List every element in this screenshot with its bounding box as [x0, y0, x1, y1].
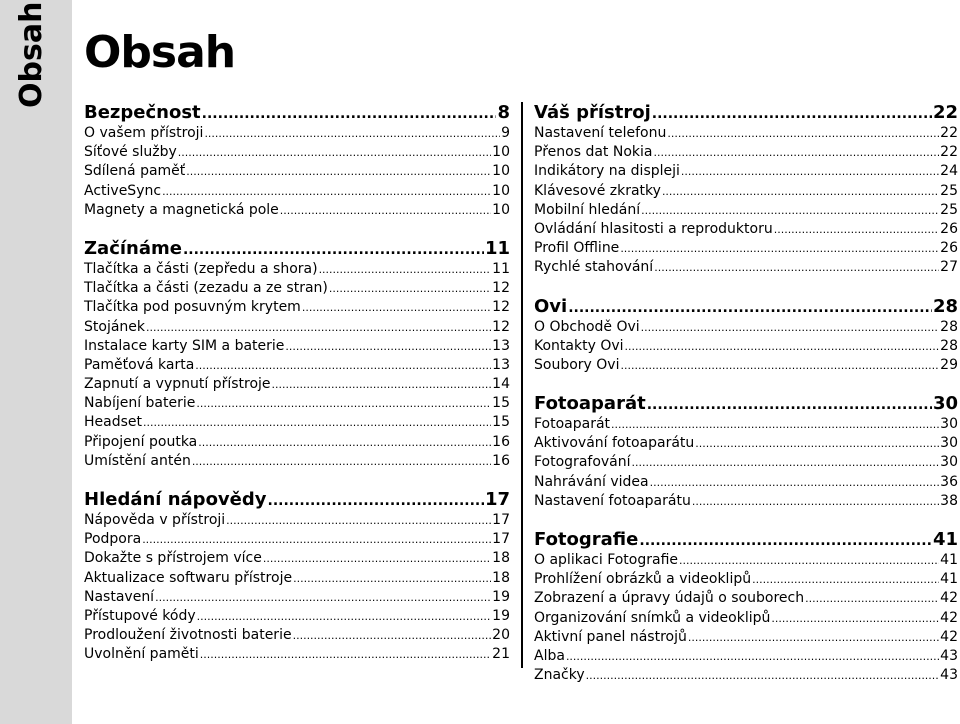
dot-leader	[632, 453, 940, 472]
toc-entry[interactable]	[84, 279, 510, 298]
toc-entry[interactable]	[534, 182, 958, 201]
toc-section	[84, 238, 510, 471]
dot-leader	[198, 433, 491, 452]
section-text: Fotoaparát	[534, 393, 646, 415]
page-title: Obsah	[84, 27, 236, 78]
entry-text: ActiveSync	[84, 182, 162, 199]
entry-page-number: 41	[940, 552, 958, 568]
entry-text: Síťové služby	[84, 144, 177, 161]
toc-entry[interactable]	[84, 201, 510, 220]
entry-page-number: 14	[492, 376, 510, 393]
dot-leader	[752, 570, 939, 589]
entry-page-number: 30	[940, 435, 958, 452]
entry-page-number: 12	[492, 299, 510, 316]
entry-page-number: 20	[492, 627, 510, 644]
entry-text: Prohlížení obrázků a videoklipů	[534, 571, 752, 588]
dot-leader	[774, 220, 939, 239]
dot-leader	[568, 297, 932, 319]
entry-text: Přenos dat Nokia	[534, 144, 653, 161]
toc-entry[interactable]	[84, 182, 510, 201]
toc-entry[interactable]	[84, 588, 510, 607]
toc-entry[interactable]	[84, 413, 510, 432]
entry-page-number: 43	[940, 667, 958, 684]
toc-entry[interactable]	[84, 433, 510, 452]
section-text: Fotografie	[534, 529, 639, 550]
entry-text: O vašem přístroji	[84, 125, 204, 141]
entry-text: Kontakty Ovi	[534, 337, 624, 354]
dot-leader	[204, 124, 500, 143]
toc-section	[534, 393, 958, 511]
entry-text: Nabíjení baterie	[84, 395, 196, 412]
entry-text: Připojení poutka	[84, 433, 198, 450]
toc-section-heading[interactable]	[534, 529, 958, 551]
toc-entry[interactable]	[534, 473, 958, 492]
dot-leader	[647, 394, 932, 416]
dot-leader	[197, 607, 492, 626]
section-text: Začínáme	[84, 237, 182, 259]
dot-leader	[695, 434, 939, 453]
entry-page-number: 26	[940, 240, 958, 257]
dot-leader	[566, 647, 939, 666]
entry-text: Aktualizace softwaru přístroje	[84, 569, 293, 586]
entry-page-number: 41	[940, 571, 958, 588]
entry-page-number: 28	[940, 318, 958, 335]
toc-entry[interactable]	[84, 124, 510, 143]
entry-text: O aplikaci Fotografie	[534, 552, 679, 568]
entry-page-number: 26	[940, 220, 958, 237]
entry-page-number: 17	[492, 512, 510, 528]
dot-leader	[652, 103, 932, 125]
toc-entry[interactable]	[84, 452, 510, 471]
toc-entry[interactable]	[84, 162, 510, 181]
dot-leader	[195, 356, 491, 375]
dot-leader	[688, 628, 939, 647]
entry-text: Značky	[534, 667, 585, 684]
entry-text: Přístupové kódy	[84, 607, 196, 624]
entry-page-number: 42	[940, 590, 958, 607]
entry-text: Tlačítka a části (zezadu a ze stran)	[84, 280, 328, 297]
toc-entry[interactable]	[84, 394, 510, 413]
entry-text: Podpora	[84, 531, 142, 548]
dot-leader	[183, 239, 484, 261]
side-tab-label: Obsah	[14, 1, 49, 108]
toc-entry[interactable]	[84, 607, 510, 626]
toc-entry[interactable]	[534, 201, 958, 220]
entry-page-number: 15	[492, 395, 510, 412]
toc-section	[534, 296, 958, 376]
dot-leader	[162, 182, 491, 201]
dot-leader	[285, 337, 491, 356]
entry-page-number: 18	[492, 550, 510, 567]
toc-entry[interactable]	[534, 415, 958, 434]
toc-section-heading[interactable]	[84, 102, 510, 124]
dot-leader	[186, 162, 491, 181]
toc-entry[interactable]	[534, 162, 958, 181]
toc-entry[interactable]	[84, 298, 510, 317]
entry-text: Dokažte s přístrojem více	[84, 550, 262, 567]
entry-page-number: 25	[940, 201, 958, 218]
entry-page-number: 27	[940, 259, 958, 276]
entry-page-number: 13	[492, 356, 510, 373]
dot-leader	[586, 666, 940, 685]
dot-leader	[143, 413, 491, 432]
toc-section-heading[interactable]	[84, 489, 510, 511]
side-tab	[0, 0, 72, 724]
toc-entry[interactable]	[84, 260, 510, 279]
entry-page-number: 11	[492, 260, 510, 277]
toc-entry[interactable]	[534, 356, 958, 375]
toc-section-heading[interactable]	[534, 102, 958, 124]
toc-entry[interactable]	[84, 530, 510, 549]
toc-entry[interactable]	[84, 356, 510, 375]
section-text: Hledání nápovědy	[84, 489, 267, 510]
entry-text: Tlačítka pod posuvným krytem	[84, 299, 301, 316]
entry-text: Indikátory na displeji	[534, 163, 680, 180]
entry-text: Nápověda v přístroji	[84, 512, 226, 528]
entry-text: Prodloužení životnosti baterie	[84, 627, 292, 644]
entry-page-number: 22	[940, 125, 958, 141]
section-page-number: 8	[497, 102, 510, 123]
dot-leader	[200, 645, 491, 664]
toc-entry[interactable]	[84, 549, 510, 568]
dot-leader	[639, 530, 932, 552]
entry-text: Stojánek	[84, 318, 146, 335]
dot-leader	[654, 258, 939, 277]
entry-text: Aktivní panel nástrojů	[534, 628, 687, 645]
dot-leader	[692, 492, 939, 511]
toc-entry[interactable]	[534, 337, 958, 356]
toc-entry[interactable]	[534, 551, 958, 570]
entry-page-number: 22	[940, 144, 958, 161]
toc-entry[interactable]	[534, 434, 958, 453]
dot-leader	[142, 530, 491, 549]
toc-entry[interactable]	[534, 318, 958, 337]
entry-page-number: 21	[492, 646, 510, 663]
section-page-number: 11	[484, 237, 510, 259]
entry-text: Uvolnění paměti	[84, 646, 199, 663]
section-page-number: 41	[932, 529, 958, 550]
entry-page-number: 16	[492, 452, 510, 469]
entry-page-number: 36	[940, 473, 958, 490]
section-text: Váš přístroj	[534, 102, 651, 123]
dot-leader	[650, 473, 940, 492]
entry-page-number: 28	[940, 337, 958, 354]
toc-section	[534, 529, 958, 685]
toc-section-heading[interactable]	[84, 238, 510, 260]
section-page-number: 22	[932, 102, 958, 123]
dot-leader	[226, 511, 491, 530]
toc-entry[interactable]	[84, 511, 510, 530]
entry-page-number: 13	[492, 337, 510, 354]
toc-entry[interactable]	[534, 570, 958, 589]
entry-page-number: 12	[492, 318, 510, 335]
entry-text: Nastavení	[84, 588, 155, 605]
section-text: Ovi	[534, 295, 568, 317]
entry-page-number: 38	[940, 492, 958, 509]
entry-text: Headset	[84, 414, 143, 431]
entry-text: Mobilní hledání	[534, 201, 641, 218]
entry-page-number: 42	[940, 609, 958, 626]
dot-leader	[679, 551, 939, 570]
entry-page-number: 12	[492, 280, 510, 297]
dot-leader	[155, 588, 491, 607]
dot-leader	[293, 569, 491, 588]
entry-text: Fotoaparát	[534, 416, 611, 433]
entry-page-number: 18	[492, 569, 510, 586]
dot-leader	[620, 356, 939, 375]
entry-text: Nahrávání videa	[534, 473, 649, 490]
dot-leader	[662, 182, 939, 201]
toc-entry[interactable]	[534, 666, 958, 685]
entry-page-number: 43	[940, 647, 958, 664]
entry-text: O Obchodě Ovi	[534, 318, 640, 335]
toc-entry[interactable]	[534, 143, 958, 162]
toc-entry[interactable]	[534, 609, 958, 628]
dot-leader	[805, 589, 939, 608]
entry-text: Zapnutí a vypnutí přístroje	[84, 376, 271, 393]
toc-entry[interactable]	[534, 220, 958, 239]
entry-text: Klávesové zkratky	[534, 182, 661, 199]
toc-entry[interactable]	[84, 337, 510, 356]
entry-page-number: 16	[492, 433, 510, 450]
entry-text: Nastavení fotoaparátu	[534, 492, 691, 509]
toc-entry[interactable]	[534, 589, 958, 608]
entry-text: Fotografování	[534, 454, 631, 471]
toc-section	[534, 102, 958, 278]
dot-leader	[653, 143, 939, 162]
dot-leader	[196, 394, 491, 413]
toc-column-right	[534, 102, 958, 703]
entry-page-number: 30	[940, 416, 958, 433]
entry-page-number: 19	[492, 607, 510, 624]
entry-page-number: 19	[492, 588, 510, 605]
section-page-number: 30	[932, 393, 958, 415]
entry-text: Aktivování fotoaparátu	[534, 435, 695, 452]
entry-page-number: 42	[940, 628, 958, 645]
dot-leader	[771, 609, 939, 628]
toc-entry[interactable]	[534, 124, 958, 143]
toc-entry[interactable]	[84, 318, 510, 337]
entry-text: Paměťová karta	[84, 356, 195, 373]
toc-entry[interactable]	[84, 375, 510, 394]
entry-page-number: 9	[501, 125, 510, 141]
dot-leader	[302, 298, 491, 317]
toc-column-left	[84, 102, 510, 683]
entry-text: Rychlé stahování	[534, 259, 654, 276]
entry-page-number: 10	[492, 201, 510, 218]
entry-text: Alba	[534, 647, 565, 664]
dot-leader	[641, 318, 940, 337]
column-divider	[521, 102, 523, 668]
entry-text: Ovládání hlasitosti a reproduktoru	[534, 220, 773, 237]
entry-page-number: 10	[492, 163, 510, 180]
toc-section	[84, 489, 510, 665]
dot-leader	[319, 260, 492, 279]
toc-entry[interactable]	[534, 258, 958, 277]
entry-page-number: 24	[940, 163, 958, 180]
toc-entry[interactable]	[534, 647, 958, 666]
dot-leader	[641, 201, 939, 220]
entry-text: Sdílená paměť	[84, 163, 186, 180]
toc-entry[interactable]	[84, 626, 510, 645]
dot-leader	[625, 337, 940, 356]
entry-page-number: 17	[492, 531, 510, 548]
section-text: Bezpečnost	[84, 102, 201, 123]
entry-text: Umístění antén	[84, 452, 191, 469]
toc-section-heading[interactable]	[534, 296, 958, 318]
entry-text: Profil Offline	[534, 240, 620, 257]
dot-leader	[620, 239, 939, 258]
toc-entry[interactable]	[534, 453, 958, 472]
dot-leader	[329, 279, 491, 298]
toc-entry[interactable]	[84, 143, 510, 162]
dot-leader	[202, 103, 497, 125]
entry-page-number: 30	[940, 454, 958, 471]
entry-text: Zobrazení a úpravy údajů o souborech	[534, 590, 805, 607]
entry-text: Soubory Ovi	[534, 356, 620, 373]
dot-leader	[192, 452, 491, 471]
toc-entry[interactable]	[534, 239, 958, 258]
dot-leader	[268, 490, 484, 512]
entry-text: Tlačítka a části (zepředu a shora)	[84, 260, 318, 277]
section-page-number: 28	[932, 295, 958, 317]
dot-leader	[611, 415, 939, 434]
entry-page-number: 10	[492, 182, 510, 199]
entry-page-number: 15	[492, 414, 510, 431]
toc-entry[interactable]	[84, 569, 510, 588]
toc-entry[interactable]	[84, 645, 510, 664]
entry-text: Nastavení telefonu	[534, 125, 667, 141]
dot-leader	[272, 375, 492, 394]
entry-page-number: 25	[940, 182, 958, 199]
toc-section	[84, 102, 510, 220]
toc-section-heading[interactable]	[534, 393, 958, 415]
toc-entry[interactable]	[534, 492, 958, 511]
dot-leader	[681, 162, 939, 181]
dot-leader	[178, 143, 491, 162]
entry-page-number: 10	[492, 144, 510, 161]
entry-page-number: 29	[940, 356, 958, 373]
entry-text: Organizování snímků a videoklipů	[534, 609, 771, 626]
dot-leader	[293, 626, 492, 645]
dot-leader	[667, 124, 939, 143]
section-page-number: 17	[484, 489, 510, 510]
toc-entry[interactable]	[534, 628, 958, 647]
entry-text: Instalace karty SIM a baterie	[84, 337, 285, 354]
dot-leader	[146, 318, 491, 337]
entry-text: Magnety a magnetická pole	[84, 201, 279, 218]
dot-leader	[263, 549, 491, 568]
dot-leader	[280, 201, 491, 220]
